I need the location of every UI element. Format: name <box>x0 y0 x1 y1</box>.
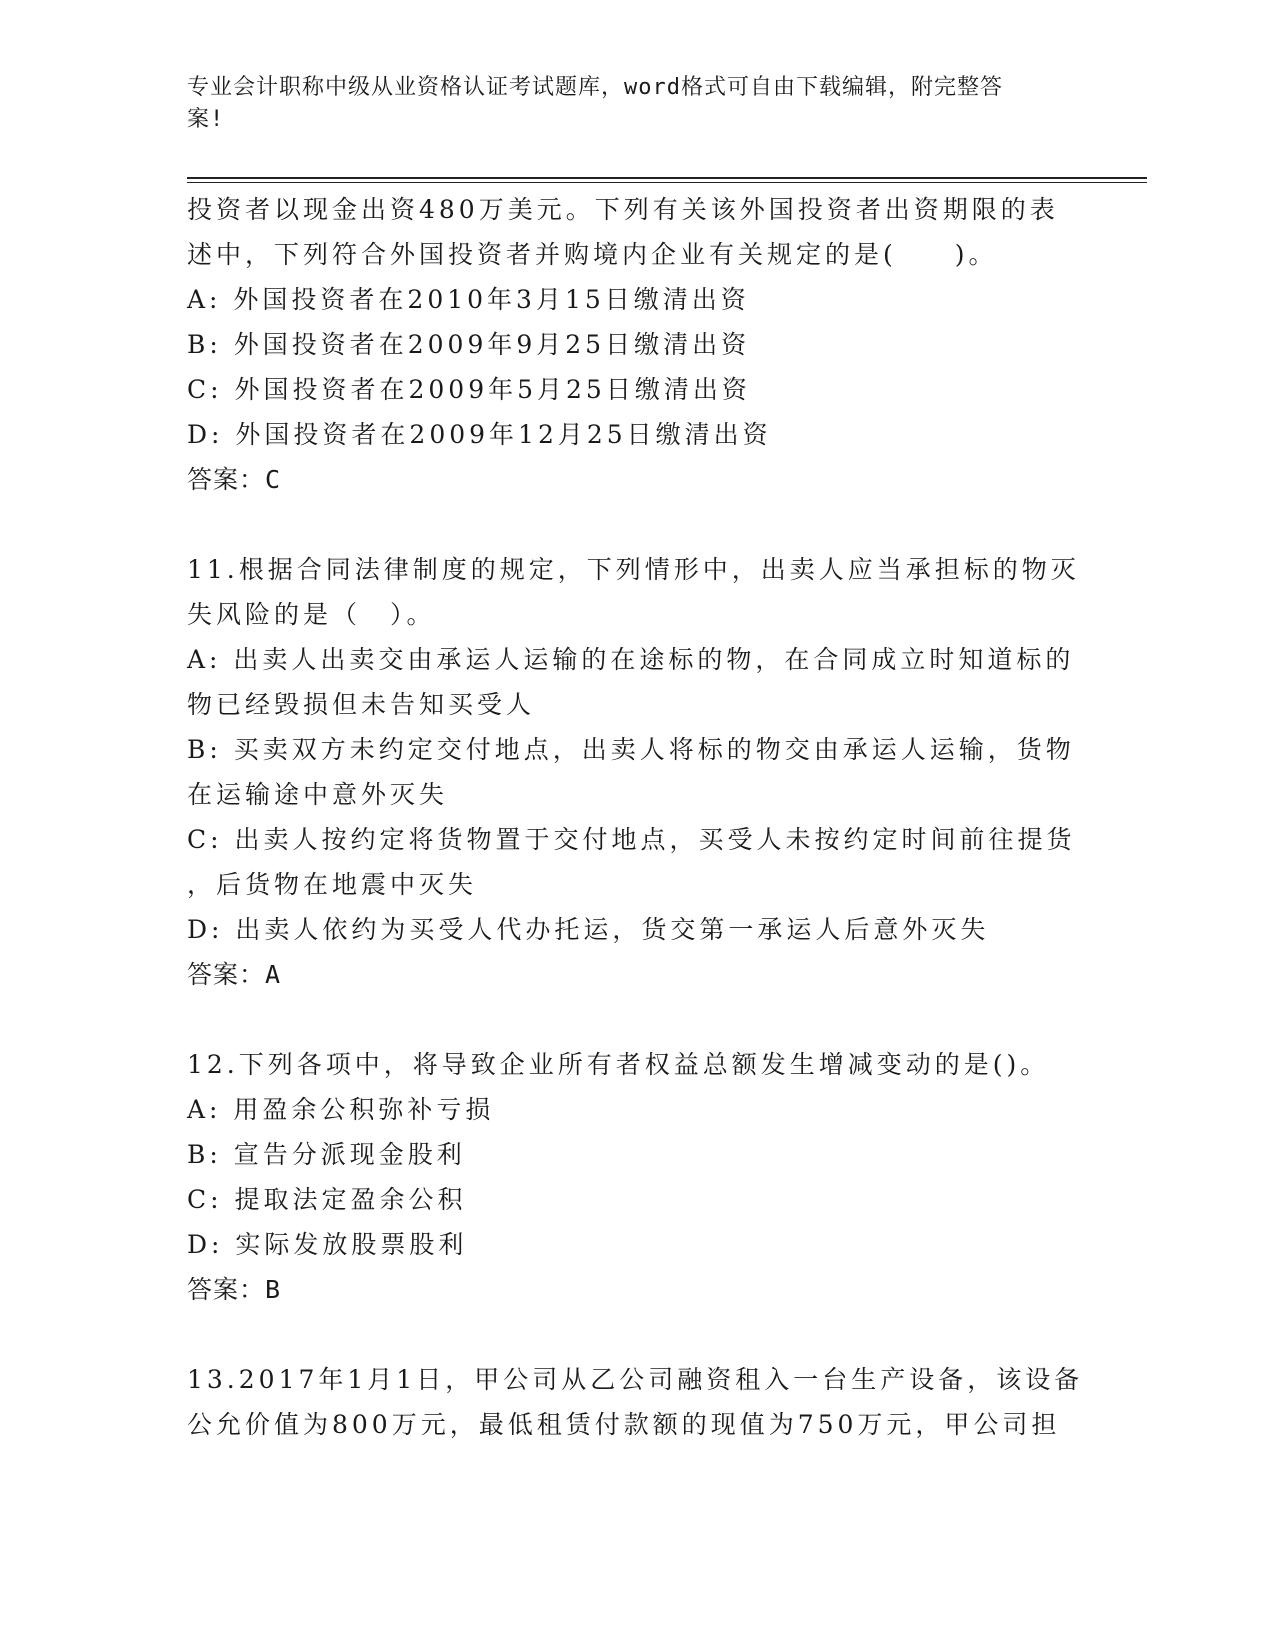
header-line-1: 专业会计职称中级从业资格认证考试题库，word格式可自由下载编辑，附完整答 <box>187 75 1003 100</box>
answer-label: 答案：B <box>187 1275 282 1304</box>
question-stem-line: 述中，下列符合外国投资者并购境内企业有关规定的是( )。 <box>187 240 998 269</box>
option-a-continued: 物已经毁损但未告知买受人 <box>187 690 536 719</box>
question-content <box>187 187 1087 1447</box>
question-13 <box>187 1357 1087 1447</box>
option-c: C: 外国投资者在2009年5月25日缴清出资 <box>187 375 751 404</box>
question-stem-line: 失风险的是（ ）。 <box>187 600 436 629</box>
option-b: B: 外国投资者在2009年9月25日缴清出资 <box>187 330 751 359</box>
spacer <box>187 997 1087 1042</box>
answer-label: 答案：A <box>187 960 282 989</box>
option-c: C: 提取法定盈余公积 <box>187 1185 467 1214</box>
spacer <box>187 1312 1087 1357</box>
option-b-continued: 在运输途中意外灭失 <box>187 780 449 809</box>
question-stem-line: 13.2017年1月1日，甲公司从乙公司融资租入一台生产设备，该设备 <box>187 1365 1084 1394</box>
option-b: B: 宣告分派现金股利 <box>187 1140 466 1169</box>
header-rule-thin <box>187 182 1147 183</box>
option-b: B: 买卖双方未约定交付地点，出卖人将标的物交由承运人运输，货物 <box>187 735 1075 764</box>
header-line-2: 案! <box>187 107 225 132</box>
option-a: A: 出卖人出卖交由承运人运输的在途标的物，在合同成立时知道标的 <box>187 645 1075 674</box>
question-10 <box>187 187 1087 502</box>
option-c-continued: ，后货物在地震中灭失 <box>187 870 478 899</box>
question-stem-line: 11.根据合同法律制度的规定，下列情形中，出卖人应当承担标的物灭 <box>187 555 1080 584</box>
question-stem-line: 12.下列各项中，将导致企业所有者权益总额发生增减变动的是()。 <box>187 1050 1050 1079</box>
spacer <box>187 502 1087 547</box>
question-12 <box>187 1042 1087 1312</box>
option-d: D: 实际发放股票股利 <box>187 1230 468 1259</box>
option-d: D: 出卖人依约为买受人代办托运，货交第一承运人后意外灭失 <box>187 915 990 944</box>
header-rule-thick <box>187 177 1147 179</box>
option-c: C: 出卖人按约定将货物置于交付地点，买受人未按约定时间前往提货 <box>187 825 1076 854</box>
page-header <box>187 72 1067 136</box>
option-a: A: 外国投资者在2010年3月15日缴清出资 <box>187 285 750 314</box>
answer-label: 答案：C <box>187 465 282 494</box>
option-d: D: 外国投资者在2009年12月25日缴清出资 <box>187 420 772 449</box>
question-stem-line: 投资者以现金出资480万美元。下列有关该外国投资者出资期限的表 <box>187 195 1059 224</box>
option-a: A: 用盈余公积弥补亏损 <box>187 1095 495 1124</box>
question-stem-line: 公允价值为800万元，最低租赁付款额的现值为750万元，甲公司担 <box>187 1410 1061 1439</box>
question-11 <box>187 547 1087 997</box>
